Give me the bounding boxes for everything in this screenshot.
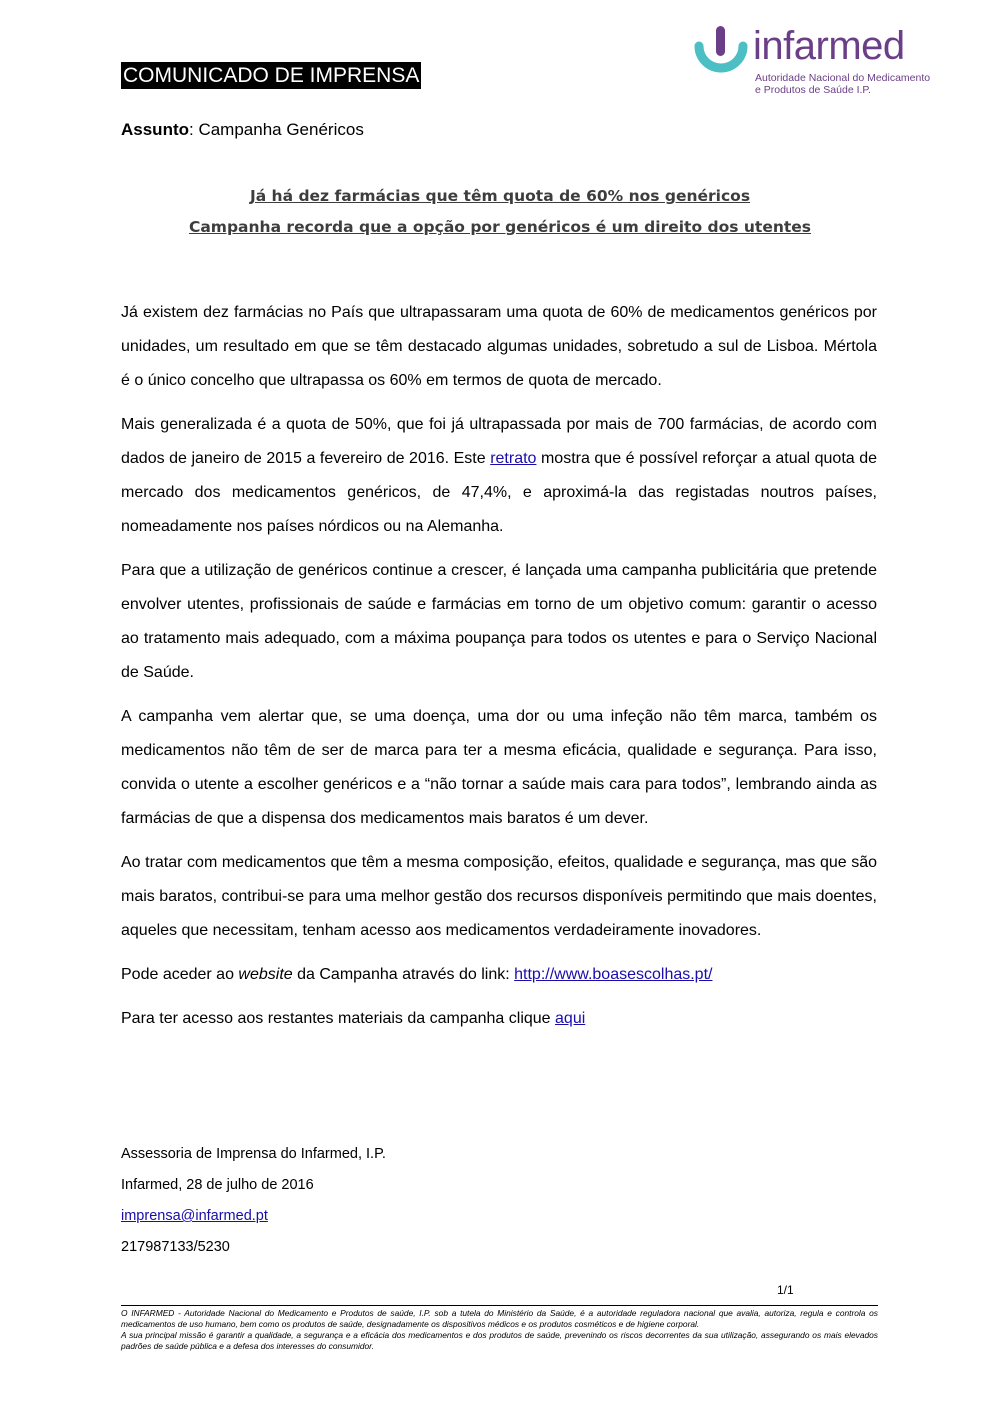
headline-secondary: Campanha recorda que a opção por genéricos é um direito dos utentes (188, 218, 812, 236)
materials-link[interactable]: aqui (555, 1010, 586, 1027)
website-word: website (238, 966, 293, 983)
logo-subtitle-line1: Autoridade Nacional do Medicamento (755, 72, 931, 84)
paragraph-2 (121, 408, 877, 544)
logo-subtitle (755, 72, 930, 96)
infarmed-logo (693, 24, 931, 102)
infarmed-logo-icon (693, 24, 753, 80)
retrato-link[interactable]: retrato (490, 450, 537, 467)
footer-note (121, 1308, 878, 1352)
press-release-banner: COMUNICADO DE IMPRENSA (123, 64, 420, 87)
campaign-website-link[interactable]: http://www.boasescolhas.pt/ (514, 966, 713, 983)
signature-press-office: Assessoria de Imprensa do Infarmed, I.P. (121, 1146, 386, 1162)
footer-paragraph-1: O INFARMED - Autoridade Nacional do Medicamento e Produtos de saúde, I.P. sob a tutela do Ministério da Saúde, é a autoridade reguladora nacional que avalia, autoriza, regula e controla os medicamentos de uso humano, bem como os produtos de saúde, designadamente os dispositivos médicos e os produtos cosméticos e de higiene corporal. (121, 1308, 878, 1329)
page-number: 1/1 (777, 1283, 794, 1297)
logo-subtitle-line2: e Produtos de Saúde I.P. (755, 84, 871, 96)
paragraph-6-text-b: da Campanha através do link: (292, 966, 515, 983)
signature-phone: 217987133/5230 (121, 1239, 230, 1255)
subject-value: : Campanha Genéricos (189, 120, 364, 139)
paragraph-3: Para que a utilização de genéricos continue a crescer, é lançada uma campanha publicitária que pretende envolver utentes, profissionais de saúde e farmácias em torno de um objetivo comum: garantir o acesso ao tratamento mais adequado, com a máxima poupança para todos os utentes e para o Serviço Nacional de Saúde. (121, 562, 877, 681)
paragraph-2-text-a: Mais generalizada é a quota de 50%, que foi já ultrapassada por mais de 700 farmácias, de acordo com dados de janeiro de 2015 a fevereiro de 2016. Este (121, 416, 877, 467)
logo-wordmark: infarmed (753, 24, 905, 68)
paragraph-4: A campanha vem alertar que, se uma doença, uma dor ou uma infeção não têm marca, também os medicamentos não têm de ser de marca para ter a mesma eficácia, qualidade e segurança. Para isso, convida o utente a escolher genéricos e a “não tornar a saúde mais cara para todos”, lembrando ainda as farmácias de que a dispensa dos medicamentos mais baratos é um dever. (121, 708, 877, 827)
paragraph-6 (121, 958, 877, 992)
paragraph-7-text: Para ter acesso aos restantes materiais da campanha clique (121, 1010, 556, 1027)
headline-primary: Já há dez farmácias que têm quota de 60% nos genéricos (249, 187, 751, 205)
footer-paragraph-2: A sua principal missão é garantir a qualidade, a segurança e a eficácia dos medicamentos e dos produtos de saúde, prevenindo os riscos decorrentes da sua utilização, assegurando os mais elevados padrões de saúde pública e a defesa dos interesses do consumidor. (121, 1330, 878, 1351)
paragraph-2-text-b: mostra que é possível reforçar a atual quota de mercado dos medicamentos genéricos, de 47,4%, e aproximá-la das registadas noutros países, nomeadamente nos países nórdicos ou na Alemanha. (121, 450, 878, 535)
paragraph-1: Já existem dez farmácias no País que ultrapassaram uma quota de 60% de medicamentos genéricos por unidades, um resultado em que se têm destacado algumas unidades, sobretudo a sul de Lisboa. Mértola é o único concelho que ultrapassa os 60% em termos de quota de mercado. (121, 304, 877, 389)
email-link[interactable]: imprensa@infarmed.pt (121, 1208, 268, 1224)
footer-divider (121, 1305, 878, 1306)
signature-date: Infarmed, 28 de julho de 2016 (121, 1177, 314, 1193)
article-body (121, 296, 877, 1046)
subject-label: Assunto (121, 120, 189, 139)
paragraph-5: Ao tratar com medicamentos que têm a mesma composição, efeitos, qualidade e segurança, mas que são mais baratos, contribui-se para uma melhor gestão dos recursos disponíveis permitindo que mais doentes, aqueles que necessitam, tenham acesso aos medicamentos verdadeiramente inovadores. (121, 854, 877, 939)
signature-email (121, 1208, 268, 1224)
subject-line (121, 120, 364, 140)
paragraph-6-text-a: Pode aceder ao (121, 966, 239, 983)
paragraph-7 (121, 1002, 877, 1036)
